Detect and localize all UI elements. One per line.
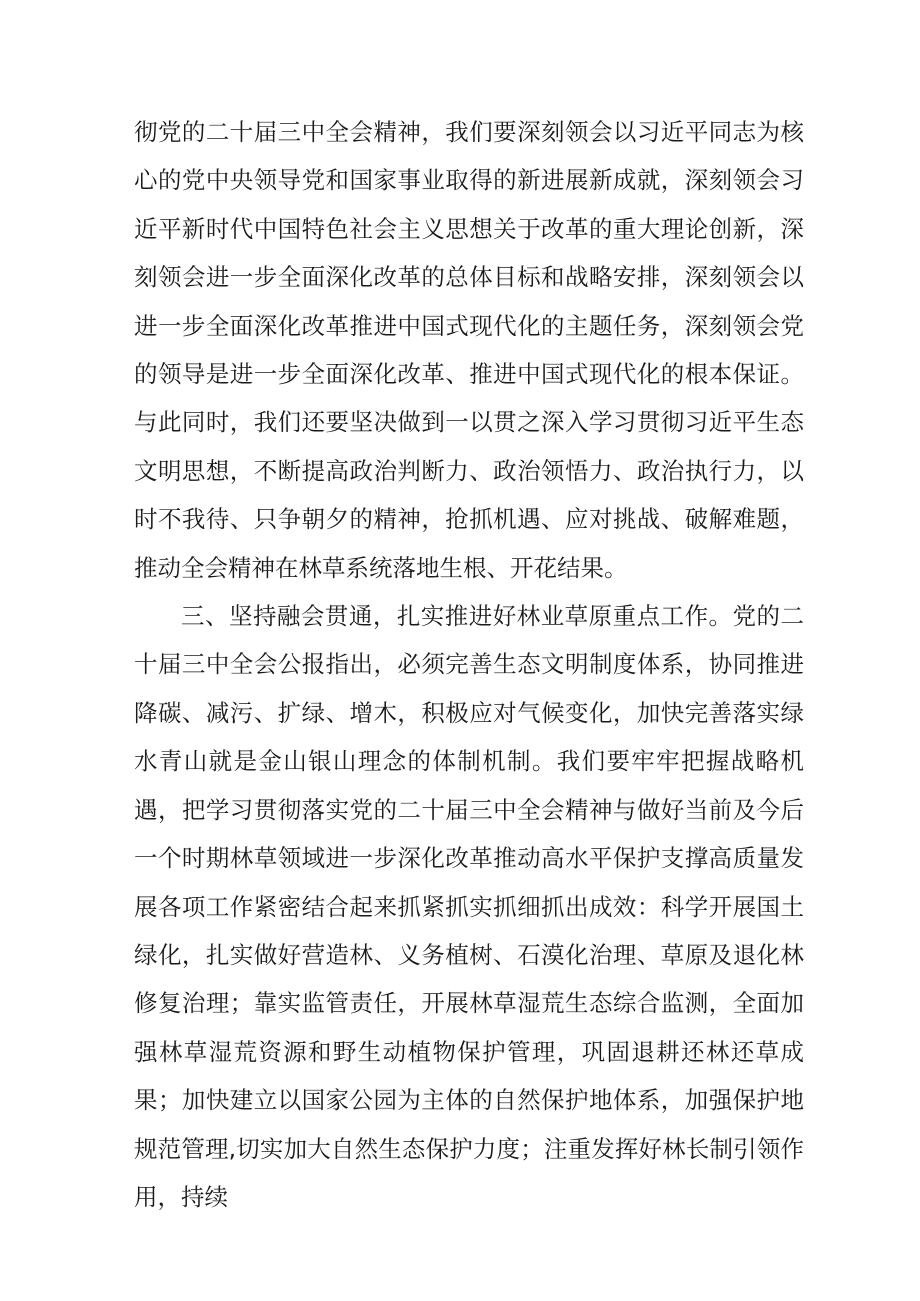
paragraph-section-three: 三、坚持融会贯通，扎实推进好林业草原重点工作。党的二十届三中全会公报指出，必须完善生态文明制度体系，协同推进降碳、减污、扩绿、增木，积极应对气候变化，加快完善落实绿水青山就是金山银山理念的体制机制。我们要牢牢把握战略机遇，把学习贯彻落实党的二十届三中全会精神与做好当前及今后一个时期林草领域进一步深化改革推动高水平保护支撑高质量发展各项工作紧密结合起来抓紧抓实抓细抓出成效：科学开展国土绿化，扎实做好营造林、义务植树、石漠化治理、草原及退化林修复治理；靠实监管责任，开展林草湿荒生态综合监测，全面加强林草湿荒资源和野生动植物保护管理，巩固退耕还林还草成果；加快建立以国家公园为主体的自然保护地体系，加强保护地规范管理,切实加大自然生态保护力度；注重发挥好林长制引领作用，持续 [134,602,804,1211]
document-page [134,108,804,1221]
paragraph-continuation: 彻党的二十届三中全会精神，我们要深刻领会以习近平同志为核心的党中央领导党和国家事业取得的新进展新成就，深刻领会习近平新时代中国特色社会主义思想关于改革的重大理论创新，深刻领会进一步全面深化改革的总体目标和战略安排，深刻领会以进一步全面深化改革推进中国式现代化的主题任务，深刻领会党的领导是进一步全面深化改革、推进中国式现代化的根本保证。与此同时，我们还要坚决做到一以贯之深入学习贯彻习近平生态文明思想，不断提高政治判断力、政治领悟力、政治执行力，以时不我待、只争朝夕的精神，抢抓机遇、应对挑战、破解难题，推动全会精神在林草系统落地生根、开花结果。 [134,118,804,582]
